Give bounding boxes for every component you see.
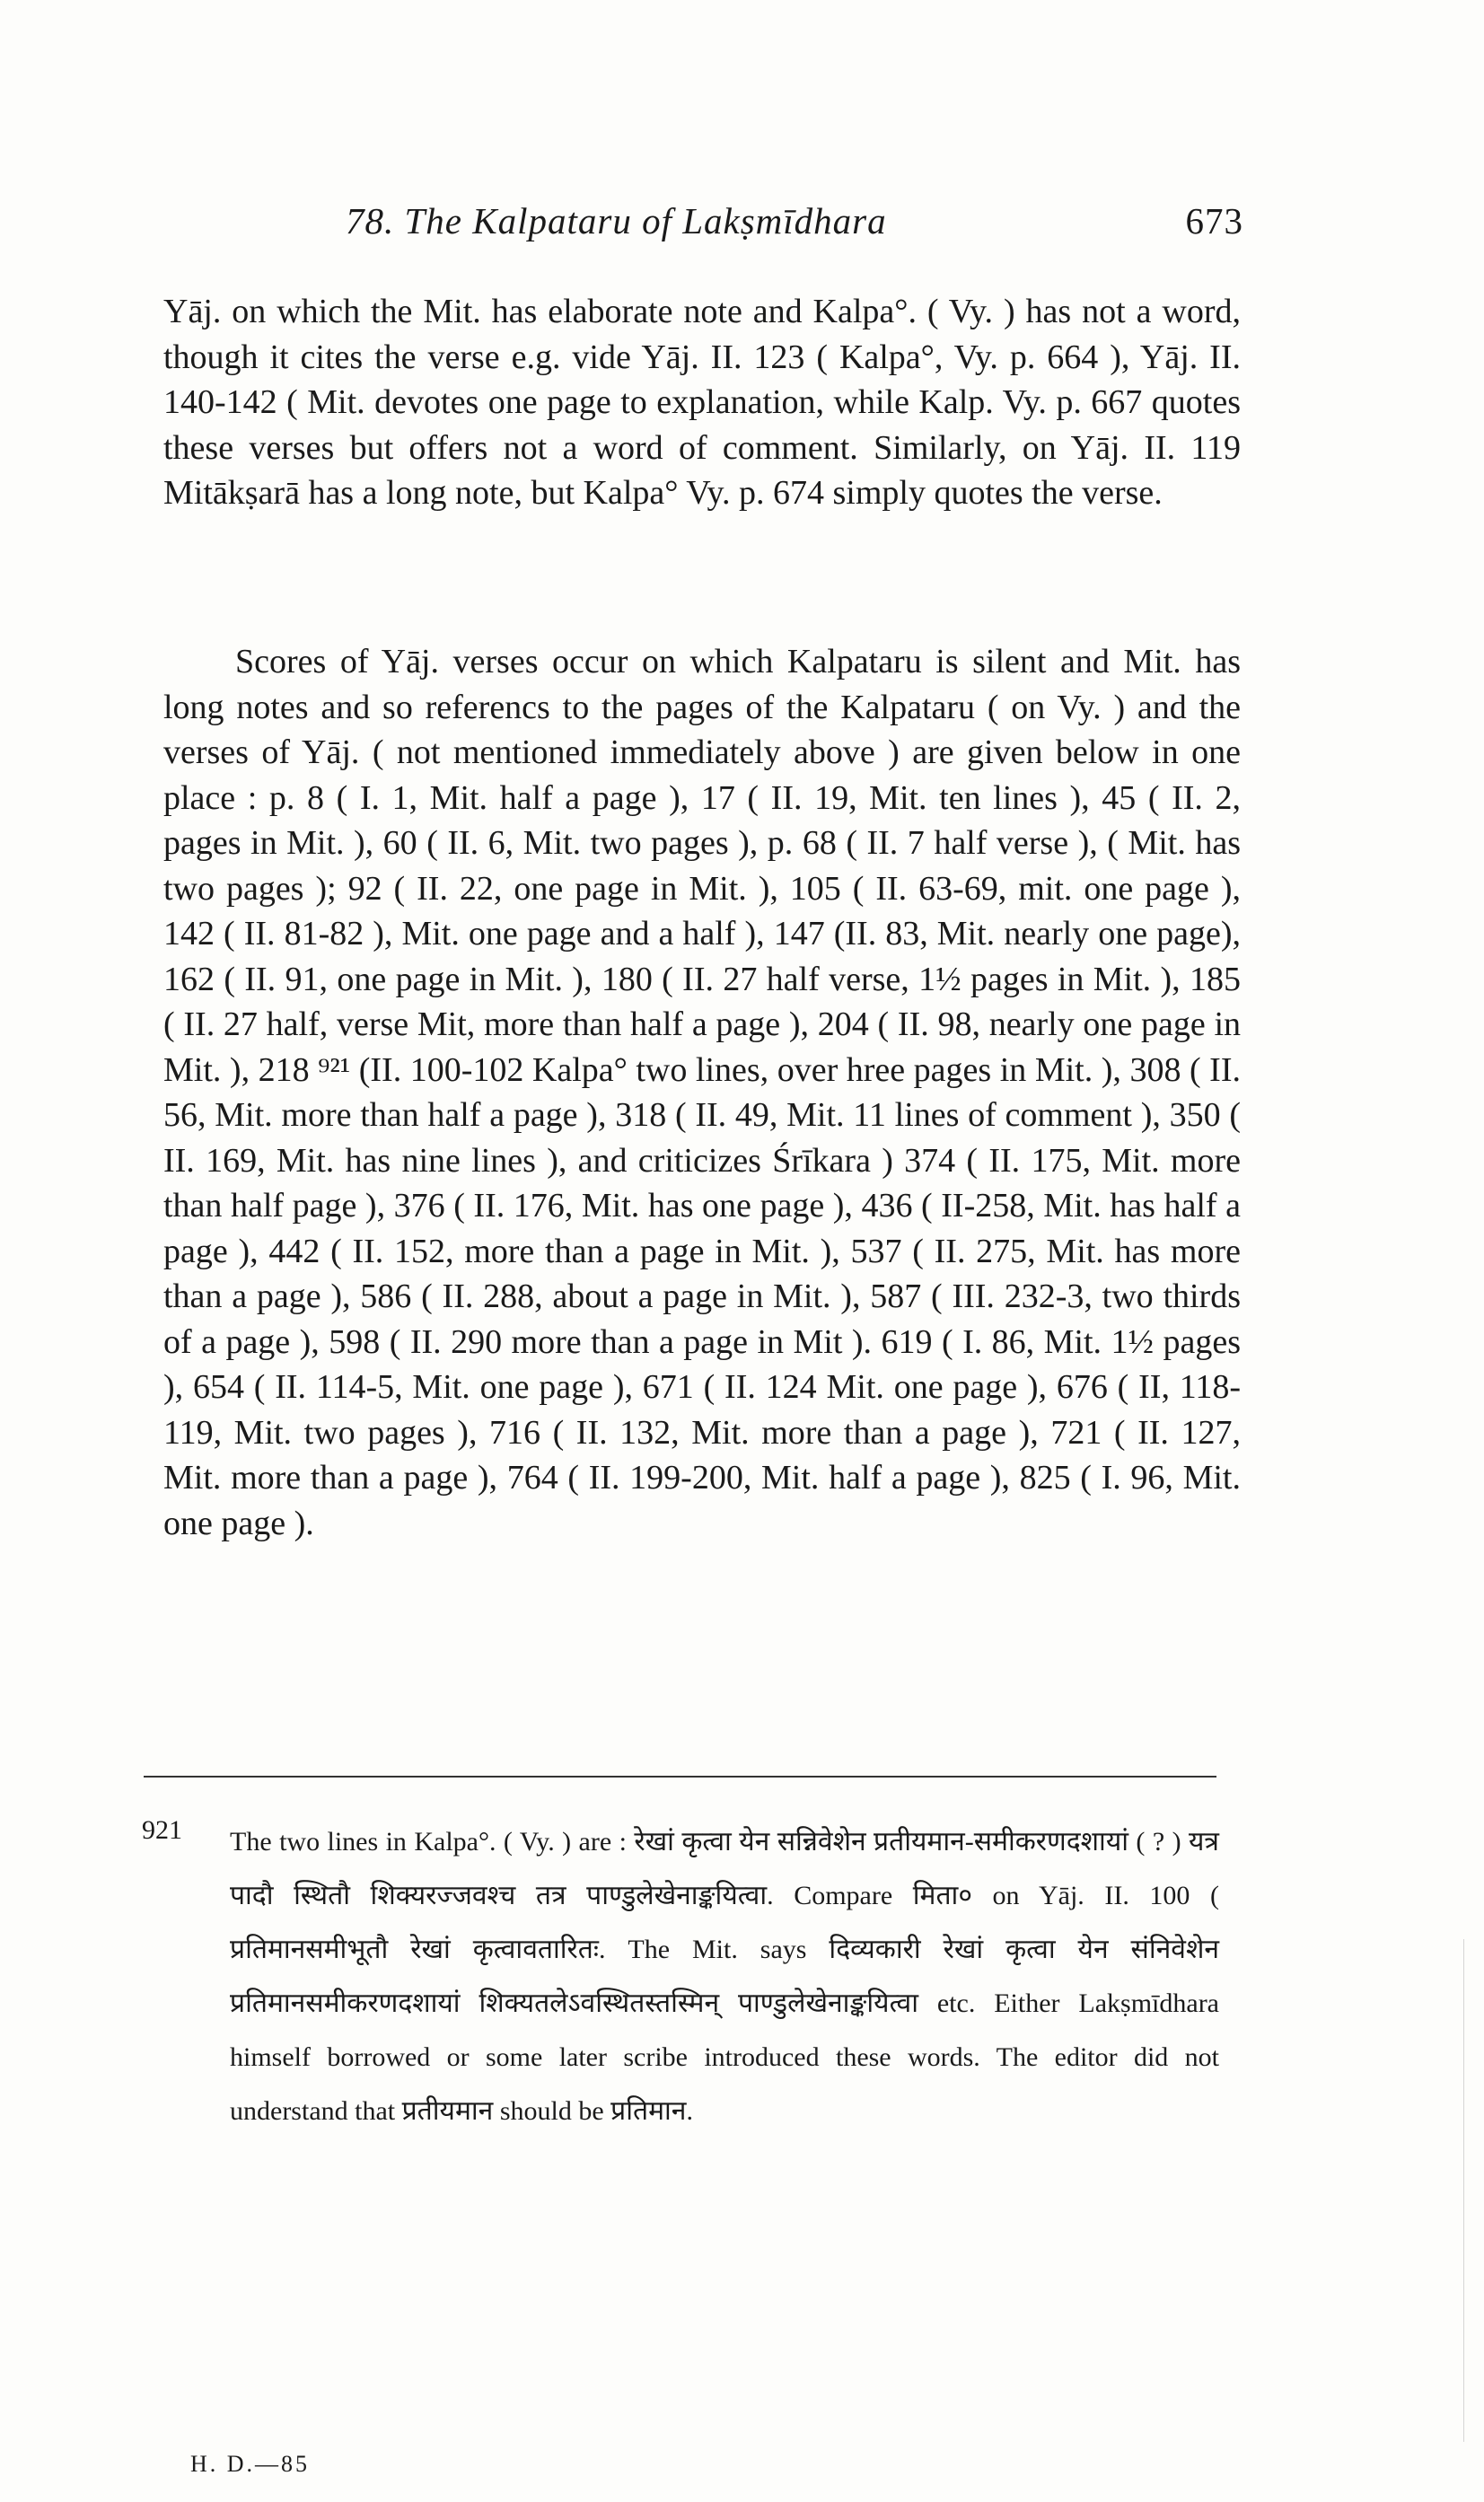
- paragraph-1: Yāj. on which the Mit. has elaborate note and Kalpa°. ( Vy. ) has not a word, though it cites the verse e.g. vide Yāj. II. 123 ( Kalpa°, Vy. p. 664 ), Yāj. II. 140-142 ( Mit. devotes one page to explanation, while Kalp. Vy. p. 667 quotes these verses but offers not a word of comment. Similarly, on Yāj. II. 119 Mitākṣarā has a long note, but Kalpa° Vy. p. 674 simply quotes the verse.: [163, 293, 1241, 512]
- scan-margin-line: [1463, 1939, 1464, 2442]
- footnote-separator: [144, 1776, 1216, 1778]
- signature-mark: H. D.—85: [190, 2451, 311, 2477]
- page-number: 673: [1185, 200, 1243, 241]
- running-title: 78. The Kalpataru of Lakṣmīdhara: [346, 200, 887, 241]
- page-header: [166, 199, 1243, 262]
- footnote-text: The two lines in Kalpa°. ( Vy. ) are : रेखां कृत्वा येन सन्निवेशेन प्रतीयमान-समीकरणदशायां ( ? ) यत्र पादौ स्थितौ शिक्यरज्जवश्च तत्र पाण्डुलेखेनाङ्कयित्वा. Compare मिता० on Yāj. II. 100 ( प्रतिमानसमीभूतौ रेखां कृत्वावतारितः. The Mit. says दिव्यकारी रेखां कृत्वा येन संनिवेशेन प्रतिमानसमीकरणदशायां शिक्यतलेऽवस्थितस्तस्मिन् पाण्डुलेखेनाङ्कयित्वा etc. Either Lakṣmīdhara himself borrowed or some later scribe introduced these words. The editor did not understand that प्रतीयमान should be प्रतिमान.: [230, 1827, 1219, 2126]
- footnote-number: 921: [142, 1815, 182, 1845]
- paragraph-2: Scores of Yāj. verses occur on which Kalpataru is silent and Mit. has long notes and so referencs to the pages of the Kalpataru ( on Vy. ) and the verses of Yāj. ( not mentioned immediately above ) are given below in one place : p. 8 ( I. 1, Mit. half a page ), 17 ( II. 19, Mit. ten lines ), 45 ( II. 2, pages in Mit. ), 60 ( II. 6, Mit. two pages ), p. 68 ( II. 7 half verse ), ( Mit. has two pages ); 92 ( II. 22, one page in Mit. ), 105 ( II. 63-69, mit. one page ), 142 ( II. 81-82 ), Mit. one page and a half ), 147 (II. 83, Mit. nearly one page), 162 ( II. 91, one page in Mit. ), 180 ( II. 27 half verse, 1½ pages in Mit. ), 185 ( II. 27 half, verse Mit, more than half a page ), 204 ( II. 98, nearly one page in Mit. ), 218 ⁹²¹ (II. 100-102 Kalpa° two lines, over hree pages in Mit. ), 308 ( II. 56, Mit. more than half a page ), 318 ( II. 49, Mit. 11 lines of comment ), 350 ( II. 169, Mit. has nine lines ), and criticizes Śrīkara ) 374 ( II. 175, Mit. more than half page ), 376 ( II. 176, Mit. has one page ), 436 ( II-258, Mit. has half a page ), 442 ( II. 152, more than a page in Mit. ), 537 ( II. 275, Mit. has more than a page ), 586 ( II. 288, about a page in Mit. ), 587 ( III. 232-3, two thirds of a page ), 598 ( II. 290 more than a page in Mit ). 619 ( I. 86, Mit. 1½ pages ), 654 ( II. 114-5, Mit. one page ), 671 ( II. 124 Mit. one page ), 676 ( II, 118-119, Mit. two pages ), 716 ( II. 132, Mit. more than a page ), 721 ( II. 127, Mit. more than a page ), 764 ( II. 199-200, Mit. half a page ), 825 ( I. 96, Mit. one page ).: [163, 643, 1241, 1542]
